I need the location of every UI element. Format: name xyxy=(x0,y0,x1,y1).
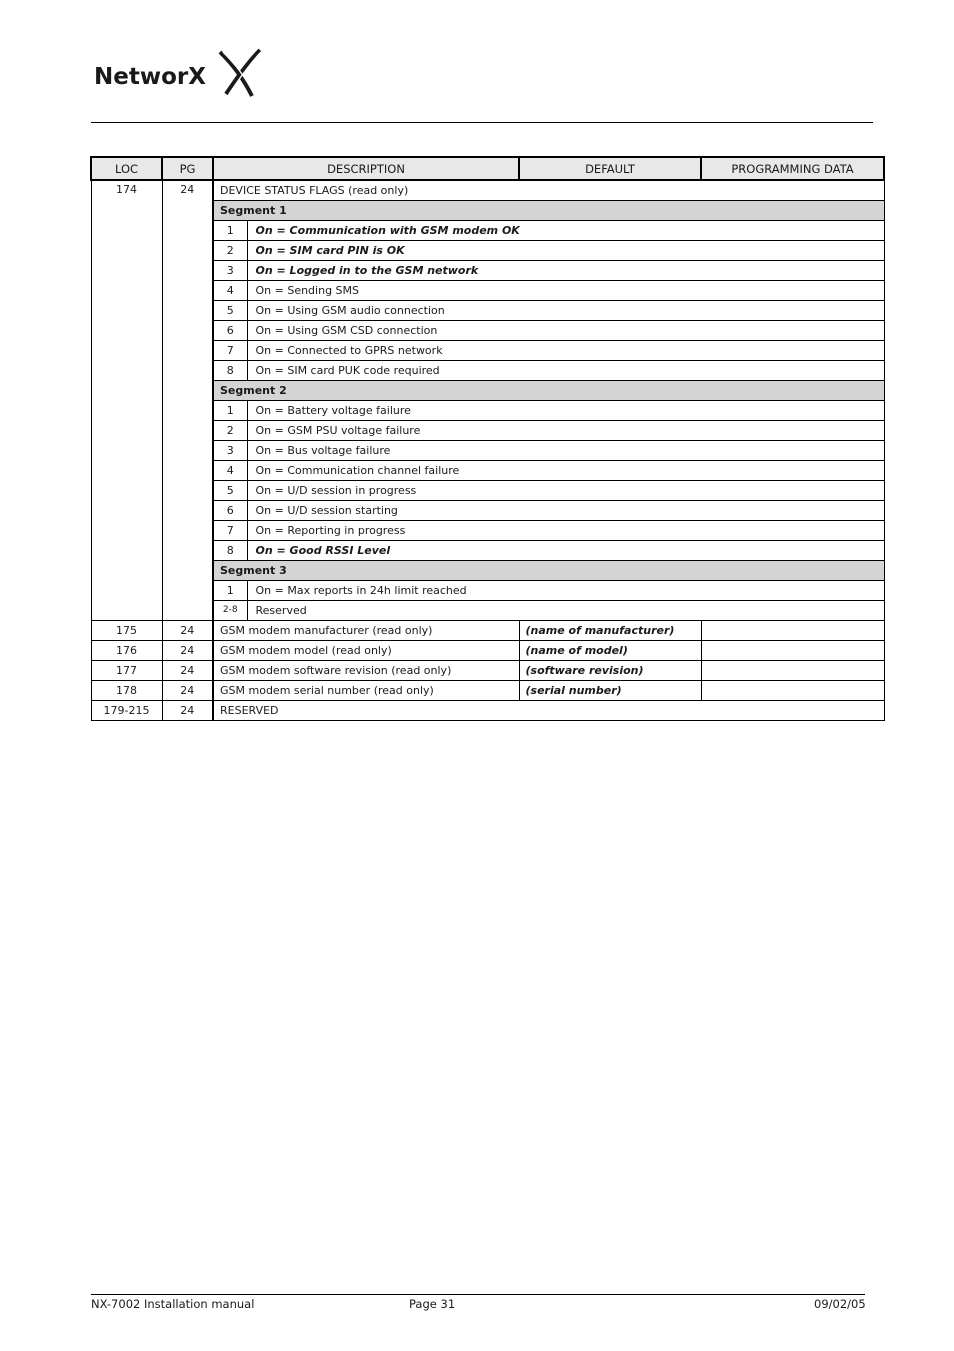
footer-manual-title: NX-7002 Installation manual xyxy=(91,1297,255,1311)
loc-cell: 176 xyxy=(91,641,162,661)
programming-data-cell[interactable] xyxy=(701,641,884,661)
flag-text: On = U/D session starting xyxy=(247,501,884,521)
networx-logo xyxy=(92,46,267,100)
table-row xyxy=(91,681,884,701)
default-cell: (name of manufacturer) xyxy=(519,621,701,641)
logo-text: NetworX xyxy=(94,64,206,90)
pg-cell: 24 xyxy=(162,681,213,701)
footer-page-number: Page 31 xyxy=(409,1297,456,1311)
default-cell: (serial number) xyxy=(519,681,701,701)
table-row xyxy=(91,701,884,721)
flag-number: 8 xyxy=(213,541,247,561)
programming-table xyxy=(90,156,885,721)
loc-cell: 177 xyxy=(91,661,162,681)
programming-data-cell[interactable] xyxy=(701,621,884,641)
flag-number: 8 xyxy=(213,361,247,381)
segment-label: Segment 2 xyxy=(213,381,884,401)
footer-rule xyxy=(91,1294,865,1295)
flag-number: 3 xyxy=(213,261,247,281)
flag-number: 3 xyxy=(213,441,247,461)
segment-label: Segment 1 xyxy=(213,201,884,221)
flag-text: On = SIM card PIN is OK xyxy=(247,241,884,261)
flag-text: On = GSM PSU voltage failure xyxy=(247,421,884,441)
table-header-row xyxy=(91,157,884,180)
header-rule xyxy=(91,122,873,123)
flag-text: On = Reporting in progress xyxy=(247,521,884,541)
flag-text: On = Max reports in 24h limit reached xyxy=(247,581,884,601)
description-cell: DEVICE STATUS FLAGS (read only) xyxy=(213,180,884,201)
default-cell: (name of model) xyxy=(519,641,701,661)
flag-number: 2-8 xyxy=(213,601,247,621)
flag-number: 5 xyxy=(213,301,247,321)
pg-cell: 24 xyxy=(162,701,213,721)
loc-cell: 179-215 xyxy=(91,701,162,721)
flag-number: 1 xyxy=(213,401,247,421)
flag-number: 1 xyxy=(213,581,247,601)
flag-number: 7 xyxy=(213,521,247,541)
description-cell: RESERVED xyxy=(213,701,884,721)
table-row xyxy=(91,641,884,661)
flag-text: On = Good RSSI Level xyxy=(247,541,884,561)
table-row xyxy=(91,621,884,641)
flag-text: On = SIM card PUK code required xyxy=(247,361,884,381)
flag-number: 6 xyxy=(213,501,247,521)
programming-data-cell[interactable] xyxy=(701,661,884,681)
flag-number: 2 xyxy=(213,421,247,441)
flag-text: Reserved xyxy=(247,601,884,621)
default-cell: (software revision) xyxy=(519,661,701,681)
col-default: DEFAULT xyxy=(519,157,701,180)
table-row xyxy=(91,180,884,201)
flag-number: 7 xyxy=(213,341,247,361)
flag-text: On = Communication channel failure xyxy=(247,461,884,481)
flag-number: 1 xyxy=(213,221,247,241)
description-cell: GSM modem serial number (read only) xyxy=(213,681,519,701)
flag-text: On = Communication with GSM modem OK xyxy=(247,221,884,241)
flag-text: On = Connected to GPRS network xyxy=(247,341,884,361)
loc-cell: 178 xyxy=(91,681,162,701)
pg-cell: 24 xyxy=(162,661,213,681)
pg-cell: 24 xyxy=(162,621,213,641)
flag-text: On = Battery voltage failure xyxy=(247,401,884,421)
flag-number: 4 xyxy=(213,281,247,301)
flag-text: On = Sending SMS xyxy=(247,281,884,301)
flag-number: 5 xyxy=(213,481,247,501)
flag-text: On = Using GSM CSD connection xyxy=(247,321,884,341)
description-cell: GSM modem model (read only) xyxy=(213,641,519,661)
description-cell: GSM modem manufacturer (read only) xyxy=(213,621,519,641)
pg-cell: 24 xyxy=(162,641,213,661)
flag-text: On = Bus voltage failure xyxy=(247,441,884,461)
col-pg: PG xyxy=(162,157,213,180)
col-loc: LOC xyxy=(91,157,162,180)
col-programming-data: PROGRAMMING DATA xyxy=(701,157,884,180)
loc-cell: 174 xyxy=(91,180,162,621)
table-row xyxy=(91,661,884,681)
loc-cell: 175 xyxy=(91,621,162,641)
flag-text: On = Logged in to the GSM network xyxy=(247,261,884,281)
pg-cell: 24 xyxy=(162,180,213,621)
programming-data-cell[interactable] xyxy=(701,681,884,701)
description-cell: GSM modem software revision (read only) xyxy=(213,661,519,681)
flag-number: 4 xyxy=(213,461,247,481)
flag-text: On = Using GSM audio connection xyxy=(247,301,884,321)
flag-text: On = U/D session in progress xyxy=(247,481,884,501)
segment-label: Segment 3 xyxy=(213,561,884,581)
col-description: DESCRIPTION xyxy=(213,157,519,180)
footer-date: 09/02/05 xyxy=(814,1297,866,1311)
flag-number: 6 xyxy=(213,321,247,341)
flag-number: 2 xyxy=(213,241,247,261)
